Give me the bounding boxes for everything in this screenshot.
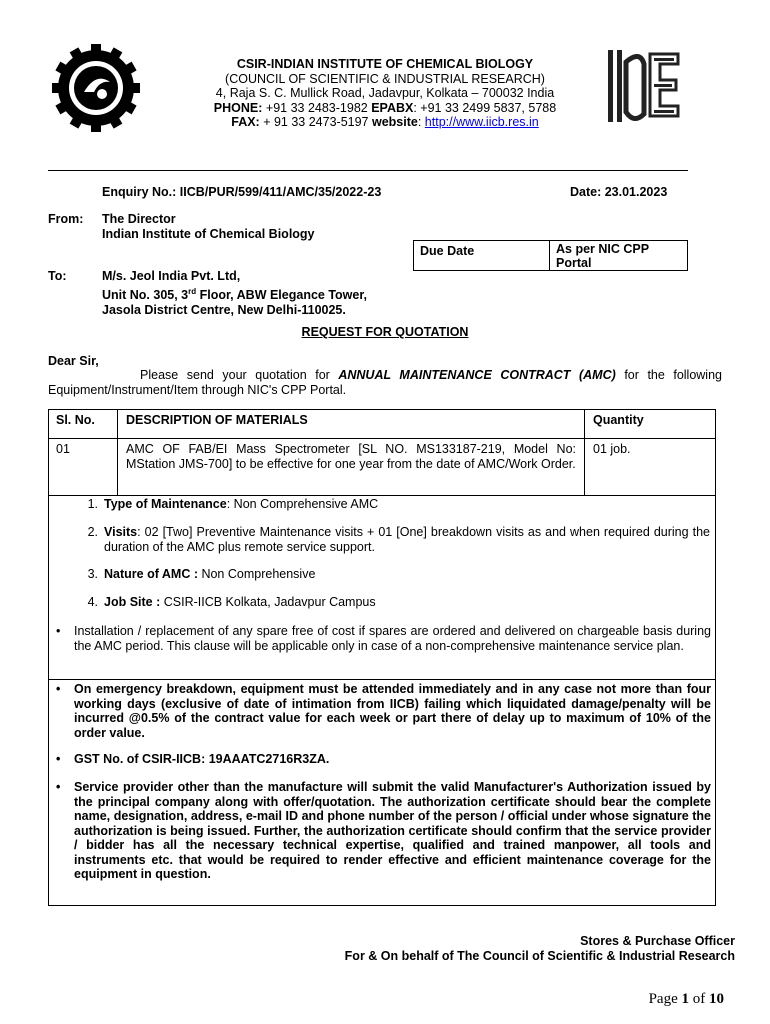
enquiry-number: Enquiry No.: IICB/PUR/599/411/AMC/35/2022-23 <box>102 185 382 199</box>
header-sl-no: Sl. No. <box>56 413 95 427</box>
signatory-title: Stores & Purchase Officer <box>580 934 735 948</box>
page-number: Page 1 of 10 <box>648 991 724 1007</box>
row-quantity: 01 job. <box>593 442 631 456</box>
institute-name: CSIR-INDIAN INSTITUTE OF CHEMICAL BIOLOGY <box>236 57 534 71</box>
term-job-site: 4. Job Site : CSIR-IICB Kolkata, Jadavpur Campus <box>87 595 376 609</box>
from-block: The Director Indian Institute of Chemical Biology <box>102 212 315 241</box>
signature-block <box>345 934 735 964</box>
iicb-logo-icon <box>604 44 684 126</box>
to-block: M/s. Jeol India Pvt. Ltd, Unit No. 305, 3rd Floor, ABW Elegance Tower, Jasola District Centre, New Delhi-110025. <box>102 269 368 318</box>
row-description: AMC OF FAB/EI Mass Spectrometer [SL NO. MS133187-219, Model No: MStation JMS-700] to be effective for one year from the date of AMC/Work Order. <box>126 442 576 471</box>
letterhead <box>150 57 620 130</box>
institute-address: 4, Raja S. C. Mullick Road, Jadavpur, Kolkata – 700032 India <box>215 86 555 100</box>
header-divider <box>48 170 688 171</box>
bullet-icon: • <box>56 752 61 766</box>
document-title: REQUEST FOR QUOTATION <box>301 325 469 339</box>
csir-logo <box>50 42 142 134</box>
council-name: (COUNCIL OF SCIENTIFIC & INDUSTRIAL RESEARCH) <box>225 71 545 86</box>
bullet-icon: • <box>56 682 61 696</box>
breakdown-clause: • On emergency breakdown, equipment must be attended immediately and in any case not more than four working days (exclusive of date of intimation from IICB) failing which liquidated damage/penalty will be incurred @0.5% of the contract value for each week or part there of delay up to maximum of 10% of the order value. <box>56 682 711 740</box>
bullet-icon: • <box>56 780 61 794</box>
phone-line: PHONE: +91 33 2483-1982 EPABX: +91 33 2499 5837, 5788 <box>213 100 557 115</box>
authorization-clause: • Service provider other than the manufacture will submit the valid Manufacturer's Authorization issued by the principal company along with offer/quotation. The authorization certificate should bear the complete name, designation, address, e-mail ID and phone number of the person / official under whose signature the authorization is being issued. Further, the authorization certificate should confirm that the service provider / bidder has all the necessary technical expertise, qualified and trained manpower, all tools and instruments etc. that would be required to render effective and efficient maintenance coverage for the equipment in question. <box>56 780 711 881</box>
csir-gear-icon <box>50 42 142 134</box>
salutation: Dear Sir, <box>48 354 99 368</box>
from-label: From: <box>48 212 84 226</box>
term-type: 1. Type of Maintenance: Non Comprehensive AMC <box>87 497 379 511</box>
due-date-value: As per NIC CPP Portal <box>556 242 649 270</box>
due-date-table <box>413 240 688 271</box>
to-label: To: <box>48 269 67 283</box>
fax-line: FAX: + 91 33 2473-5197 website: http://www.iicb.res.in <box>231 115 539 129</box>
header-quantity: Quantity <box>593 413 644 427</box>
iicb-logo <box>604 44 684 126</box>
enquiry-date: Date: 23.01.2023 <box>570 185 668 199</box>
row-sl-no: 01 <box>56 442 70 456</box>
bullet-icon: • <box>56 624 61 638</box>
term-visits: 2. Visits: 02 [Two] Preventive Maintenance visits + 01 [One] breakdown visits as and when required during the duration of the AMC plus remote service support. <box>87 525 710 554</box>
intro-paragraph: Please send your quotation for ANNUAL MAINTENANCE CONTRACT (AMC) for the following Equipment/Instrument/Item through NIC's CPP Portal. <box>48 368 722 397</box>
gst-clause: • GST No. of CSIR-IICB: 19AAATC2716R3ZA. <box>56 752 330 766</box>
term-nature: 3. Nature of AMC : Non Comprehensive <box>87 567 316 581</box>
installation-clause: • Installation / replacement of any spare free of cost if spares are ordered and delivered on chargeable basis during the AMC period. This clause will be applicable only in case of a non-comprehensive maintenance service plan. <box>56 624 711 653</box>
due-date-label: Due Date <box>420 244 475 258</box>
signatory-behalf: For & On behalf of The Council of Scientific & Industrial Research <box>344 949 735 963</box>
website-link[interactable]: http://www.iicb.res.in <box>424 115 539 129</box>
header-description: DESCRIPTION OF MATERIALS <box>126 413 308 427</box>
